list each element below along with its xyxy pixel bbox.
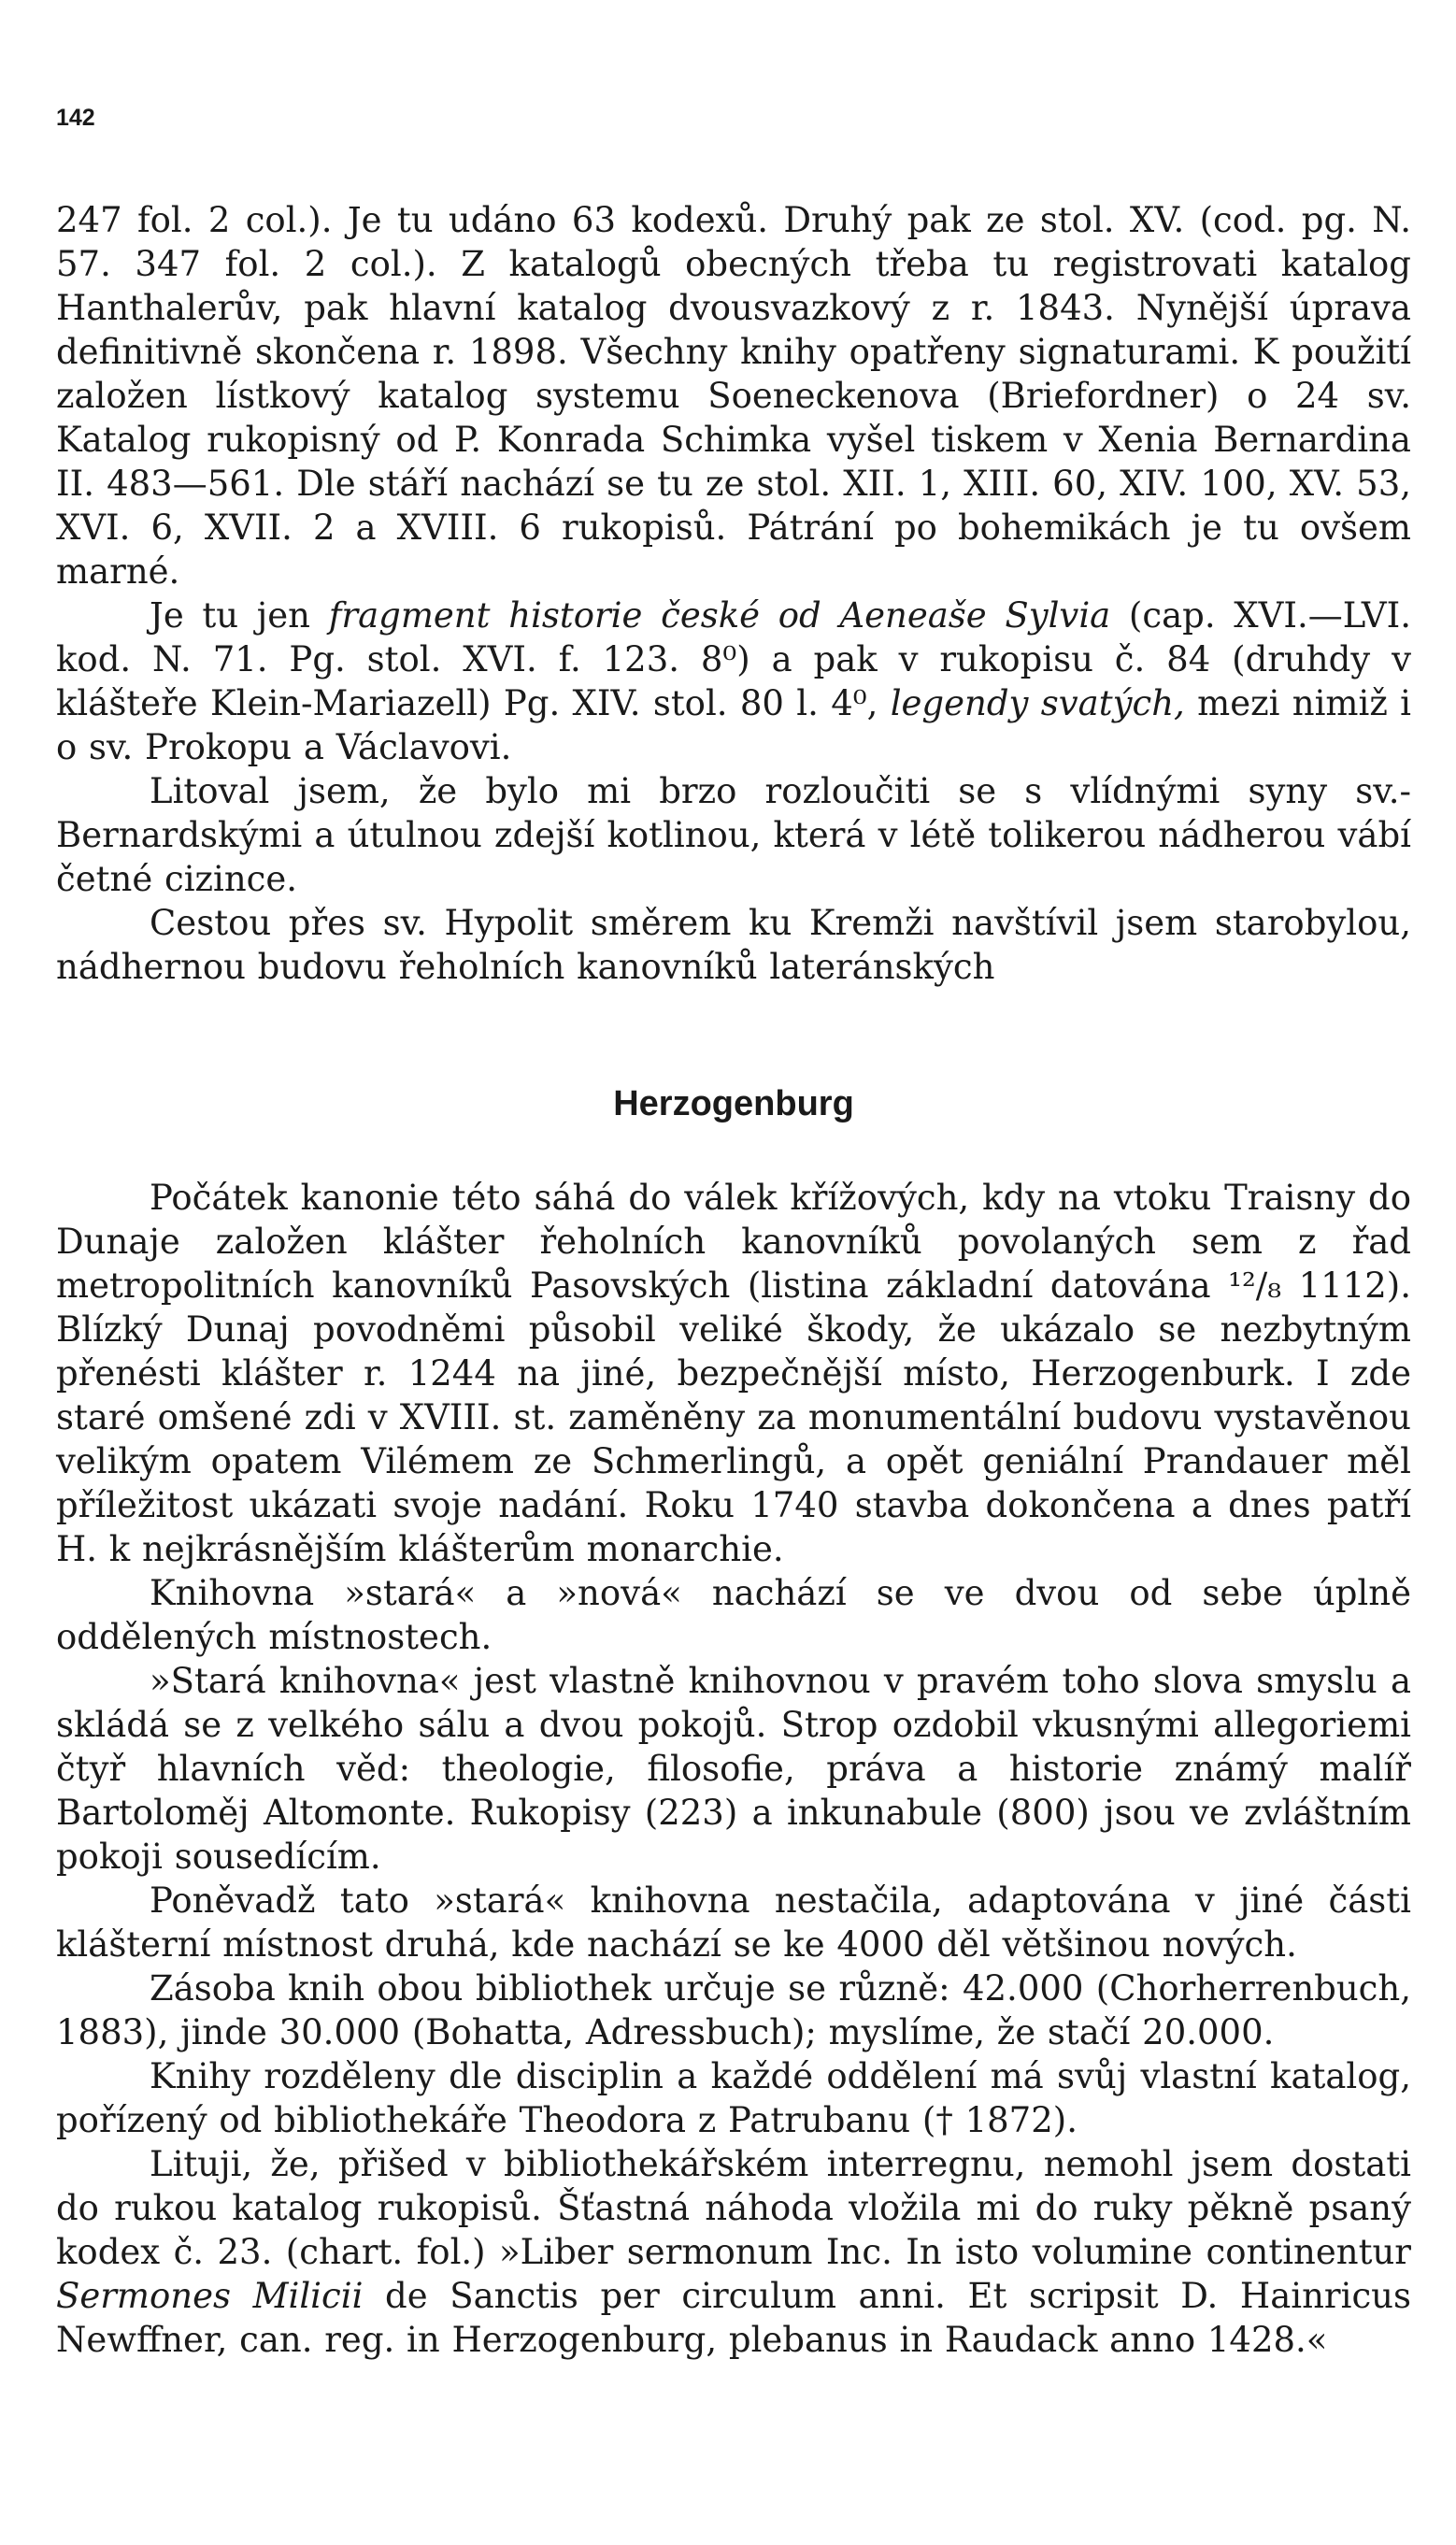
body-text-block xyxy=(56,1176,1411,2362)
italic-title: Sermones Milicii xyxy=(56,2276,364,2316)
text-run: mezi nimiž i o sv. Prokopu a Václavovi. xyxy=(56,683,1411,767)
text-run: (cap. XVI.—LVI. kod. N. 71. Pg. stol. XVI. f. 123. 8⁰) a pak v rukopisu č. 84 (druhdy v klášteře Klein-Mariazell) Pg. XIV. stol. 80 l. 4⁰, xyxy=(56,595,1411,723)
italic-title: fragment historie české od Aeneaše Sylvia xyxy=(328,595,1111,636)
paragraph: Počátek kanonie této sáhá do válek křížových, kdy na vtoku Traisny do Dunaje založen klášter řeholních kanovníků povolaných sem z řad metropolitních kanovníků Pasovských (listina základní datována ¹²/₈ 1112). Blízký Dunaj povodněmi působil veliké škody, že ukázalo se nezbytným přenésti klášter r. 1244 na jiné, bezpečnější místo, Herzogenburk. I zde staré omšené zdi v XVIII. st. zaměněny za monumentální budovu vystavěnou velikým opatem Vilémem ze Schmerlingů, a opět geniální Prandauer měl příležitost ukázati svoje nadání. Roku 1740 stavba dokončena a dnes patří H. k nejkrásnějším klášterům monarchie. xyxy=(56,1178,1411,1569)
paragraph: Litoval jsem, že bylo mi brzo rozloučiti se s vlídnými syny sv.-Bernardskými a útulnou zdejší kotlinou, která v létě tolikerou nádherou vábí četné cizince. xyxy=(56,771,1411,899)
paragraph: Cestou přes sv. Hypolit směrem ku Kremži navštívil jsem starobylou, nádhernou budovu řeholních kanovníků lateránských xyxy=(56,903,1411,987)
text-run: Lituji, že, přišed v bibliothekářském interregnu, nemohl jsem dostati do rukou katalog rukopisů. Šťastná náhoda vložila mi do ruky pěkně psaný kodex č. 23. (chart. fol.) »Liber sermonum Inc. In isto volumine continentur xyxy=(56,2144,1411,2272)
paragraph: Poněvadž tato »stará« knihovna nestačila, adaptována v jiné části klášterní místnost druhá, kde nachází se ke 4000 děl většinou nových. xyxy=(56,1880,1411,1965)
paragraph xyxy=(56,593,1411,769)
paragraph: 247 fol. 2 col.). Je tu udáno 63 kodexů. Druhý pak ze stol. XV. (cod. pg. N. 57. 347 fol. 2 col.). Z katalogů obecných třeba tu registrovati katalog Hanthalerův, pak hlavní katalog dvousvazkový z r. 1843. Nynější úprava definitivně skončena r. 1898. Všechny knihy opatřeny signaturami. K použití založen lístkový katalog systemu Soeneckenova (Briefordner) o 24 sv. Katalog rukopisný od P. Konrada Schimka vyšel tiskem v Xenia Bernardina II. 483—561. Dle stáří nachází se tu ze stol. XII. 1, XIII. 60, XIV. 100, XV. 53, XVI. 6, XVII. 2 a XVIII. 6 rukopisů. Pátrání po bohemikách je tu ovšem marné. xyxy=(56,200,1411,592)
paragraph xyxy=(56,2142,1411,2362)
section-heading-block xyxy=(56,1084,1411,1124)
text-run: Je tu jen xyxy=(150,595,329,636)
paragraph: Knihovna »stará« a »nová« nachází se ve dvou od sebe úplně oddělených místnostech. xyxy=(56,1573,1411,1657)
page-number: 142 xyxy=(56,105,95,131)
paragraph: »Stará knihovna« jest vlastně knihovnou v pravém toho slova smyslu a skládá se z velkého sálu a dvou pokojů. Strop ozdobil vkusnými allegoriemi čtyř hlavních věd: theologie, filosofie, práva a historie známý malíř Bartoloměj Altomonte. Rukopisy (223) a inkunabule (800) jsou ve zvláštním pokoji sousedícím. xyxy=(56,1661,1411,1877)
top-text-block xyxy=(56,198,1411,989)
text-run: de Sanctis per circulum anni. Et scripsit D. Hainricus Newffner, can. reg. in Herzogenburg, plebanus in Raudack anno 1428.« xyxy=(56,2276,1411,2360)
section-heading: Herzogenburg xyxy=(613,1084,854,1123)
paragraph: Knihy rozděleny dle disciplin a každé oddělení má svůj vlastní katalog, pořízený od bibliothekáře Theodora z Patrubanu († 1872). xyxy=(56,2056,1411,2140)
paragraph: Zásoba knih obou bibliothek určuje se různě: 42.000 (Chorherrenbuch, 1883), jinde 30.000 (Bohatta, Adressbuch); myslíme, že stačí 20.000. xyxy=(56,1968,1411,2052)
italic-title: legendy svatých, xyxy=(890,683,1185,723)
